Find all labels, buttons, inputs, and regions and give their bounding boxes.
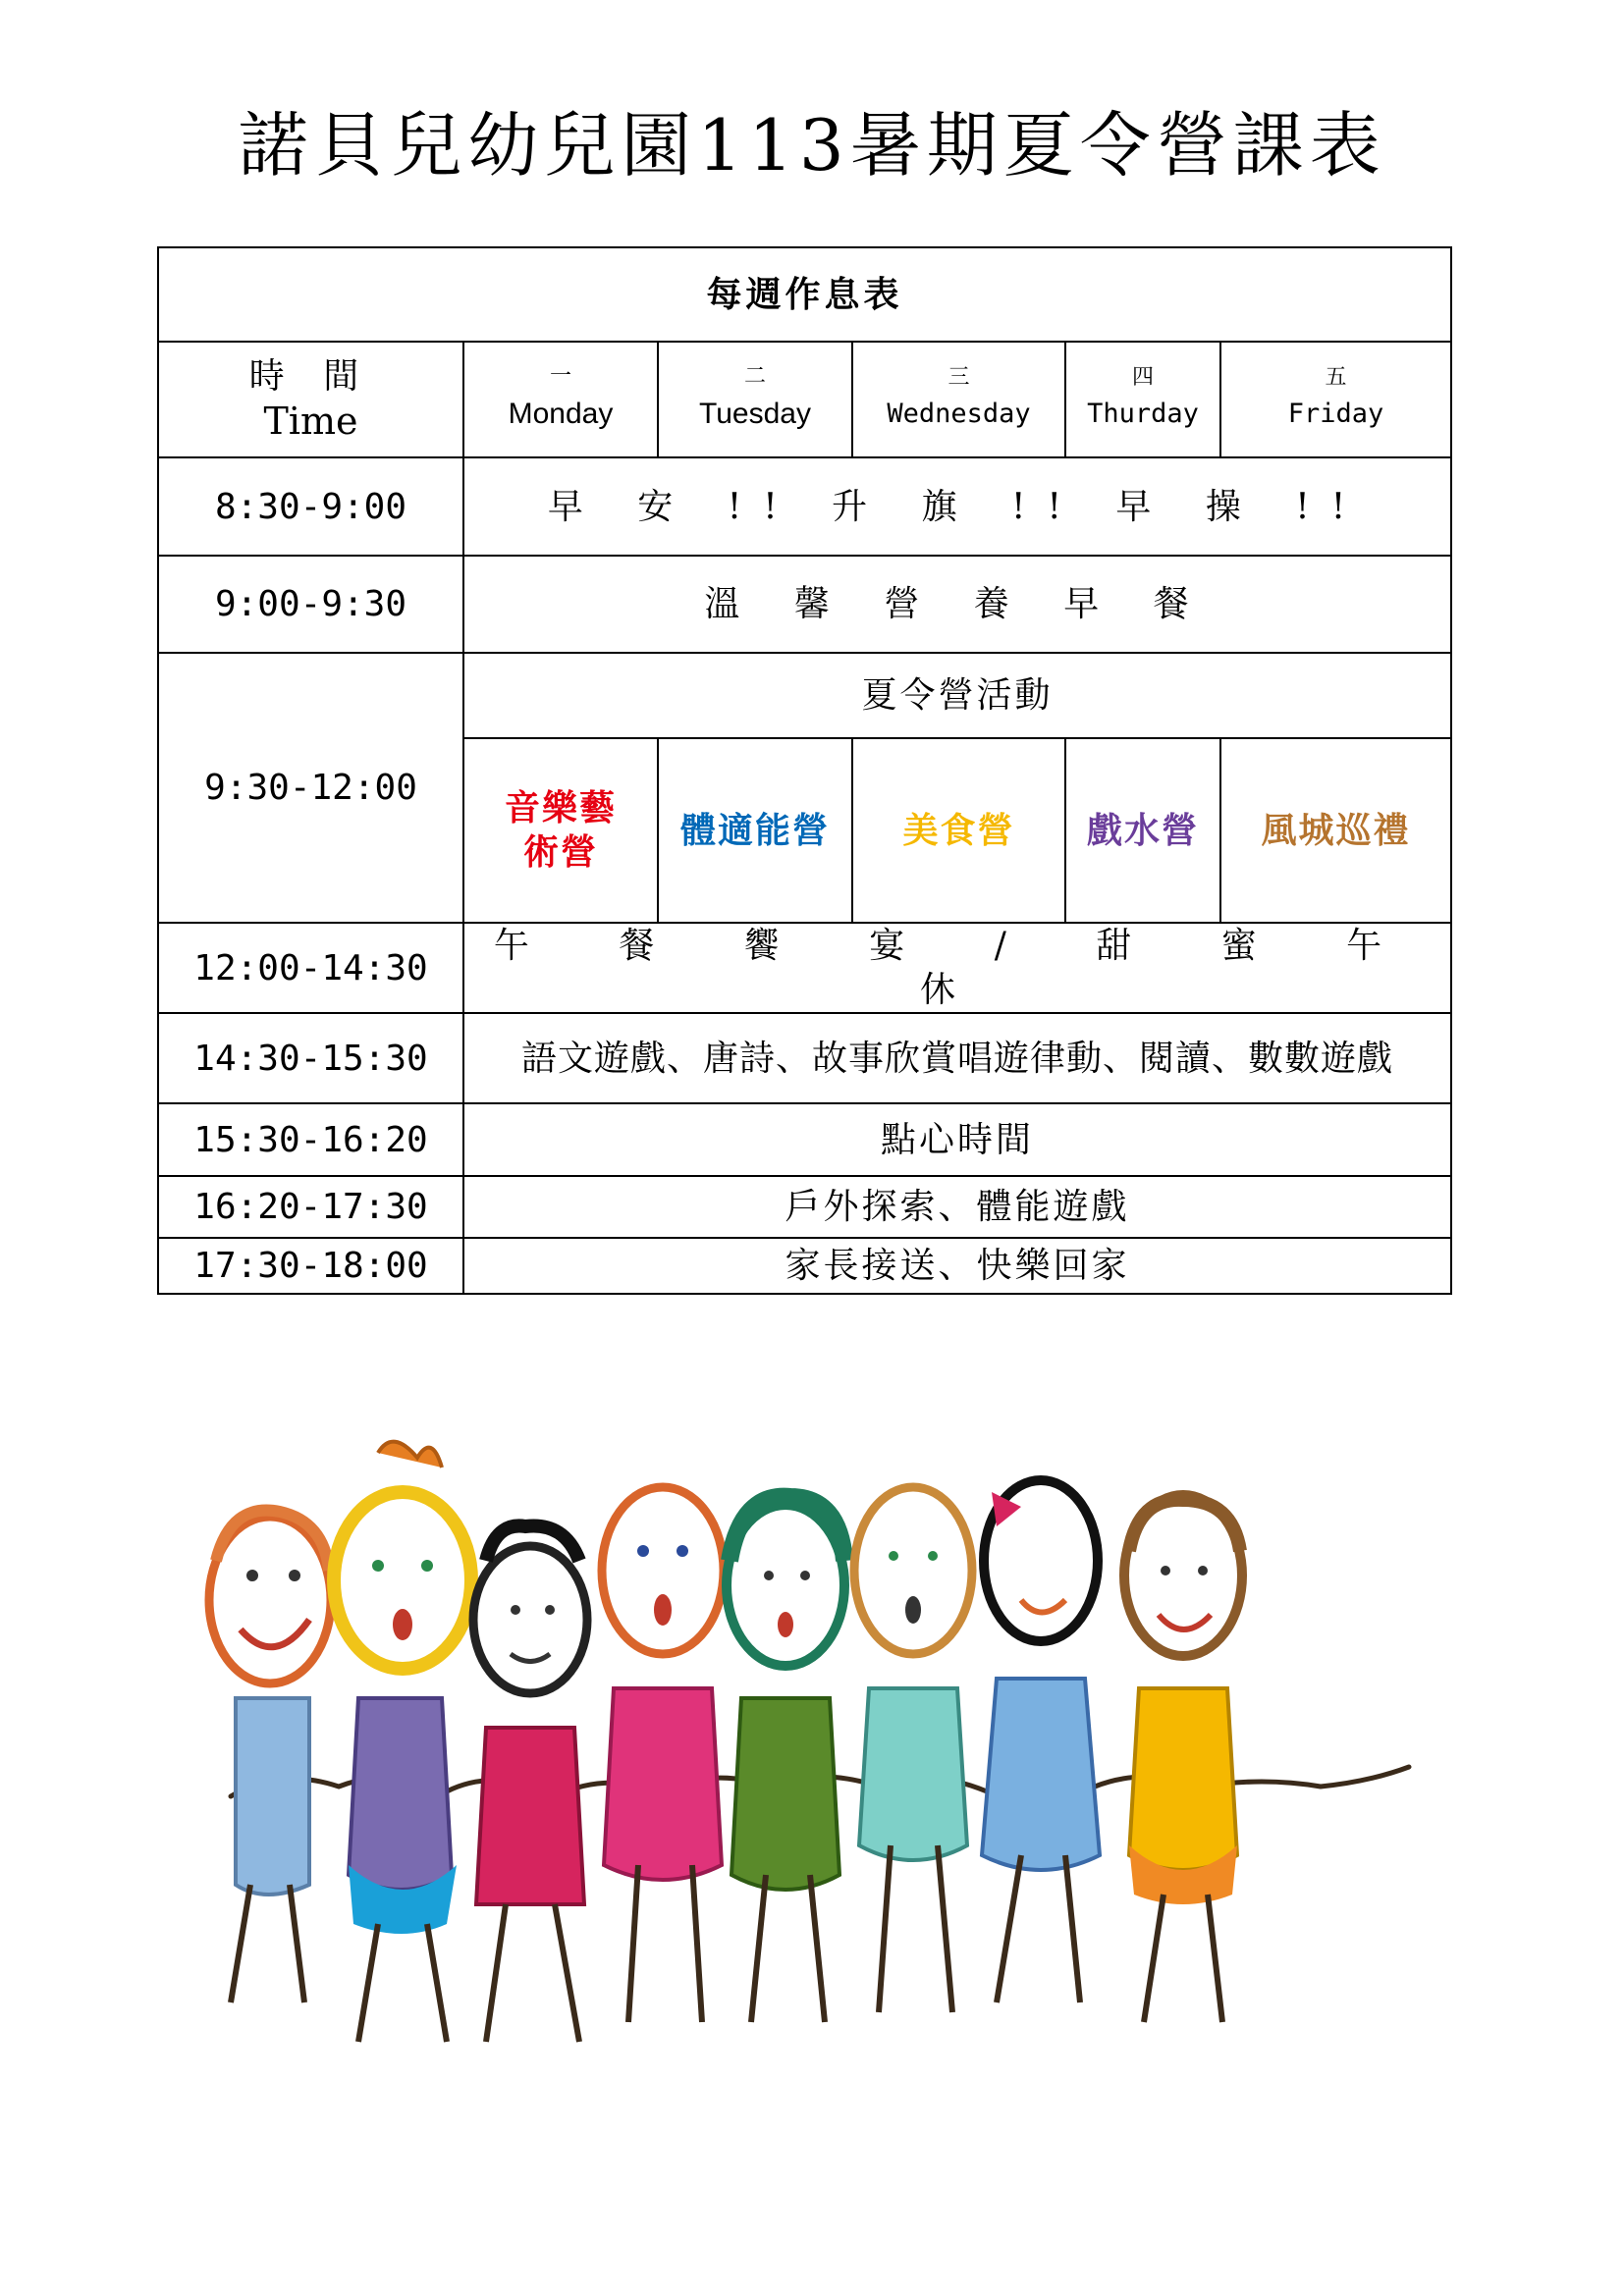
day-header-wednesday <box>852 342 1065 457</box>
activity-cell: 家長接送、快樂回家 <box>463 1238 1451 1294</box>
day-number: 五 <box>1325 365 1347 391</box>
time-cell: 9:00-9:30 <box>158 556 463 653</box>
activity-cell: 夏令營活動 <box>463 653 1451 738</box>
weekly-schedule-table <box>157 246 1452 1295</box>
table-row <box>158 1176 1451 1238</box>
day-number: 一 <box>549 363 571 389</box>
camp-food: 美食營 <box>852 738 1065 923</box>
activity-cell: 戶外探索、體能遊戲 <box>463 1176 1451 1238</box>
time-cell: 9:30-12:00 <box>158 653 463 923</box>
day-name: Monday <box>508 398 614 430</box>
activity-cell: 午 餐 饗 宴 / 甜 蜜 午 休 <box>463 923 1451 1013</box>
camp-music-art <box>463 738 658 923</box>
time-cell: 17:30-18:00 <box>158 1238 463 1294</box>
day-number: 三 <box>947 365 970 391</box>
time-cell: 8:30-9:00 <box>158 457 463 556</box>
day-number: 四 <box>1131 365 1154 391</box>
day-header-tuesday <box>658 342 852 457</box>
time-cell: 14:30-15:30 <box>158 1013 463 1103</box>
table-row <box>158 1103 1451 1176</box>
table-row <box>158 457 1451 556</box>
child-figure <box>334 1442 471 2042</box>
time-column-header <box>158 342 463 457</box>
table-header: 每週作息表 <box>158 247 1451 342</box>
child-figure <box>602 1487 724 2022</box>
day-name: Wednesday <box>887 398 1031 429</box>
child-figure <box>727 1497 844 2022</box>
time-cell: 15:30-16:20 <box>158 1103 463 1176</box>
table-row <box>158 1013 1451 1103</box>
activity-cell: 早 安 !! 升 旗 !! 早 操 !! <box>463 457 1451 556</box>
activity-cell: 溫 馨 營 養 早 餐 <box>463 556 1451 653</box>
children-illustration <box>191 1414 1434 2199</box>
table-row <box>158 556 1451 653</box>
time-cell: 12:00-14:30 <box>158 923 463 1013</box>
page-title: 諾貝兒幼兒園113暑期夏令營課表 <box>238 104 1386 187</box>
day-header-monday <box>463 342 658 457</box>
camp-name-line1: 音樂藝 <box>504 787 617 828</box>
time-cell: 16:20-17:30 <box>158 1176 463 1238</box>
table-row <box>158 923 1451 1013</box>
day-name: Thurday <box>1087 398 1199 429</box>
child-figure <box>473 1525 587 2042</box>
child-figure <box>982 1480 1100 2002</box>
day-header-friday <box>1220 342 1451 457</box>
child-figure <box>209 1511 331 2002</box>
camp-name-line2: 術營 <box>522 831 598 873</box>
time-header-en: Time <box>263 399 358 443</box>
table-row <box>158 653 1451 738</box>
day-name: Tuesday <box>699 398 811 430</box>
activity-cell: 點心時間 <box>463 1103 1451 1176</box>
camp-city-tour: 風城巡禮 <box>1220 738 1451 923</box>
camp-fitness: 體適能營 <box>658 738 852 923</box>
child-figure <box>1124 1495 1242 2022</box>
time-header-zh: 時 間 <box>248 355 373 397</box>
activity-cell: 語文遊戲、唐詩、故事欣賞唱遊律動、閱讀、數數遊戲 <box>463 1013 1451 1103</box>
day-name: Friday <box>1287 398 1384 429</box>
day-header-thursday <box>1065 342 1220 457</box>
camp-water: 戲水營 <box>1065 738 1220 923</box>
child-figure <box>854 1487 972 2012</box>
table-row <box>158 1238 1451 1294</box>
day-number: 二 <box>743 363 766 389</box>
